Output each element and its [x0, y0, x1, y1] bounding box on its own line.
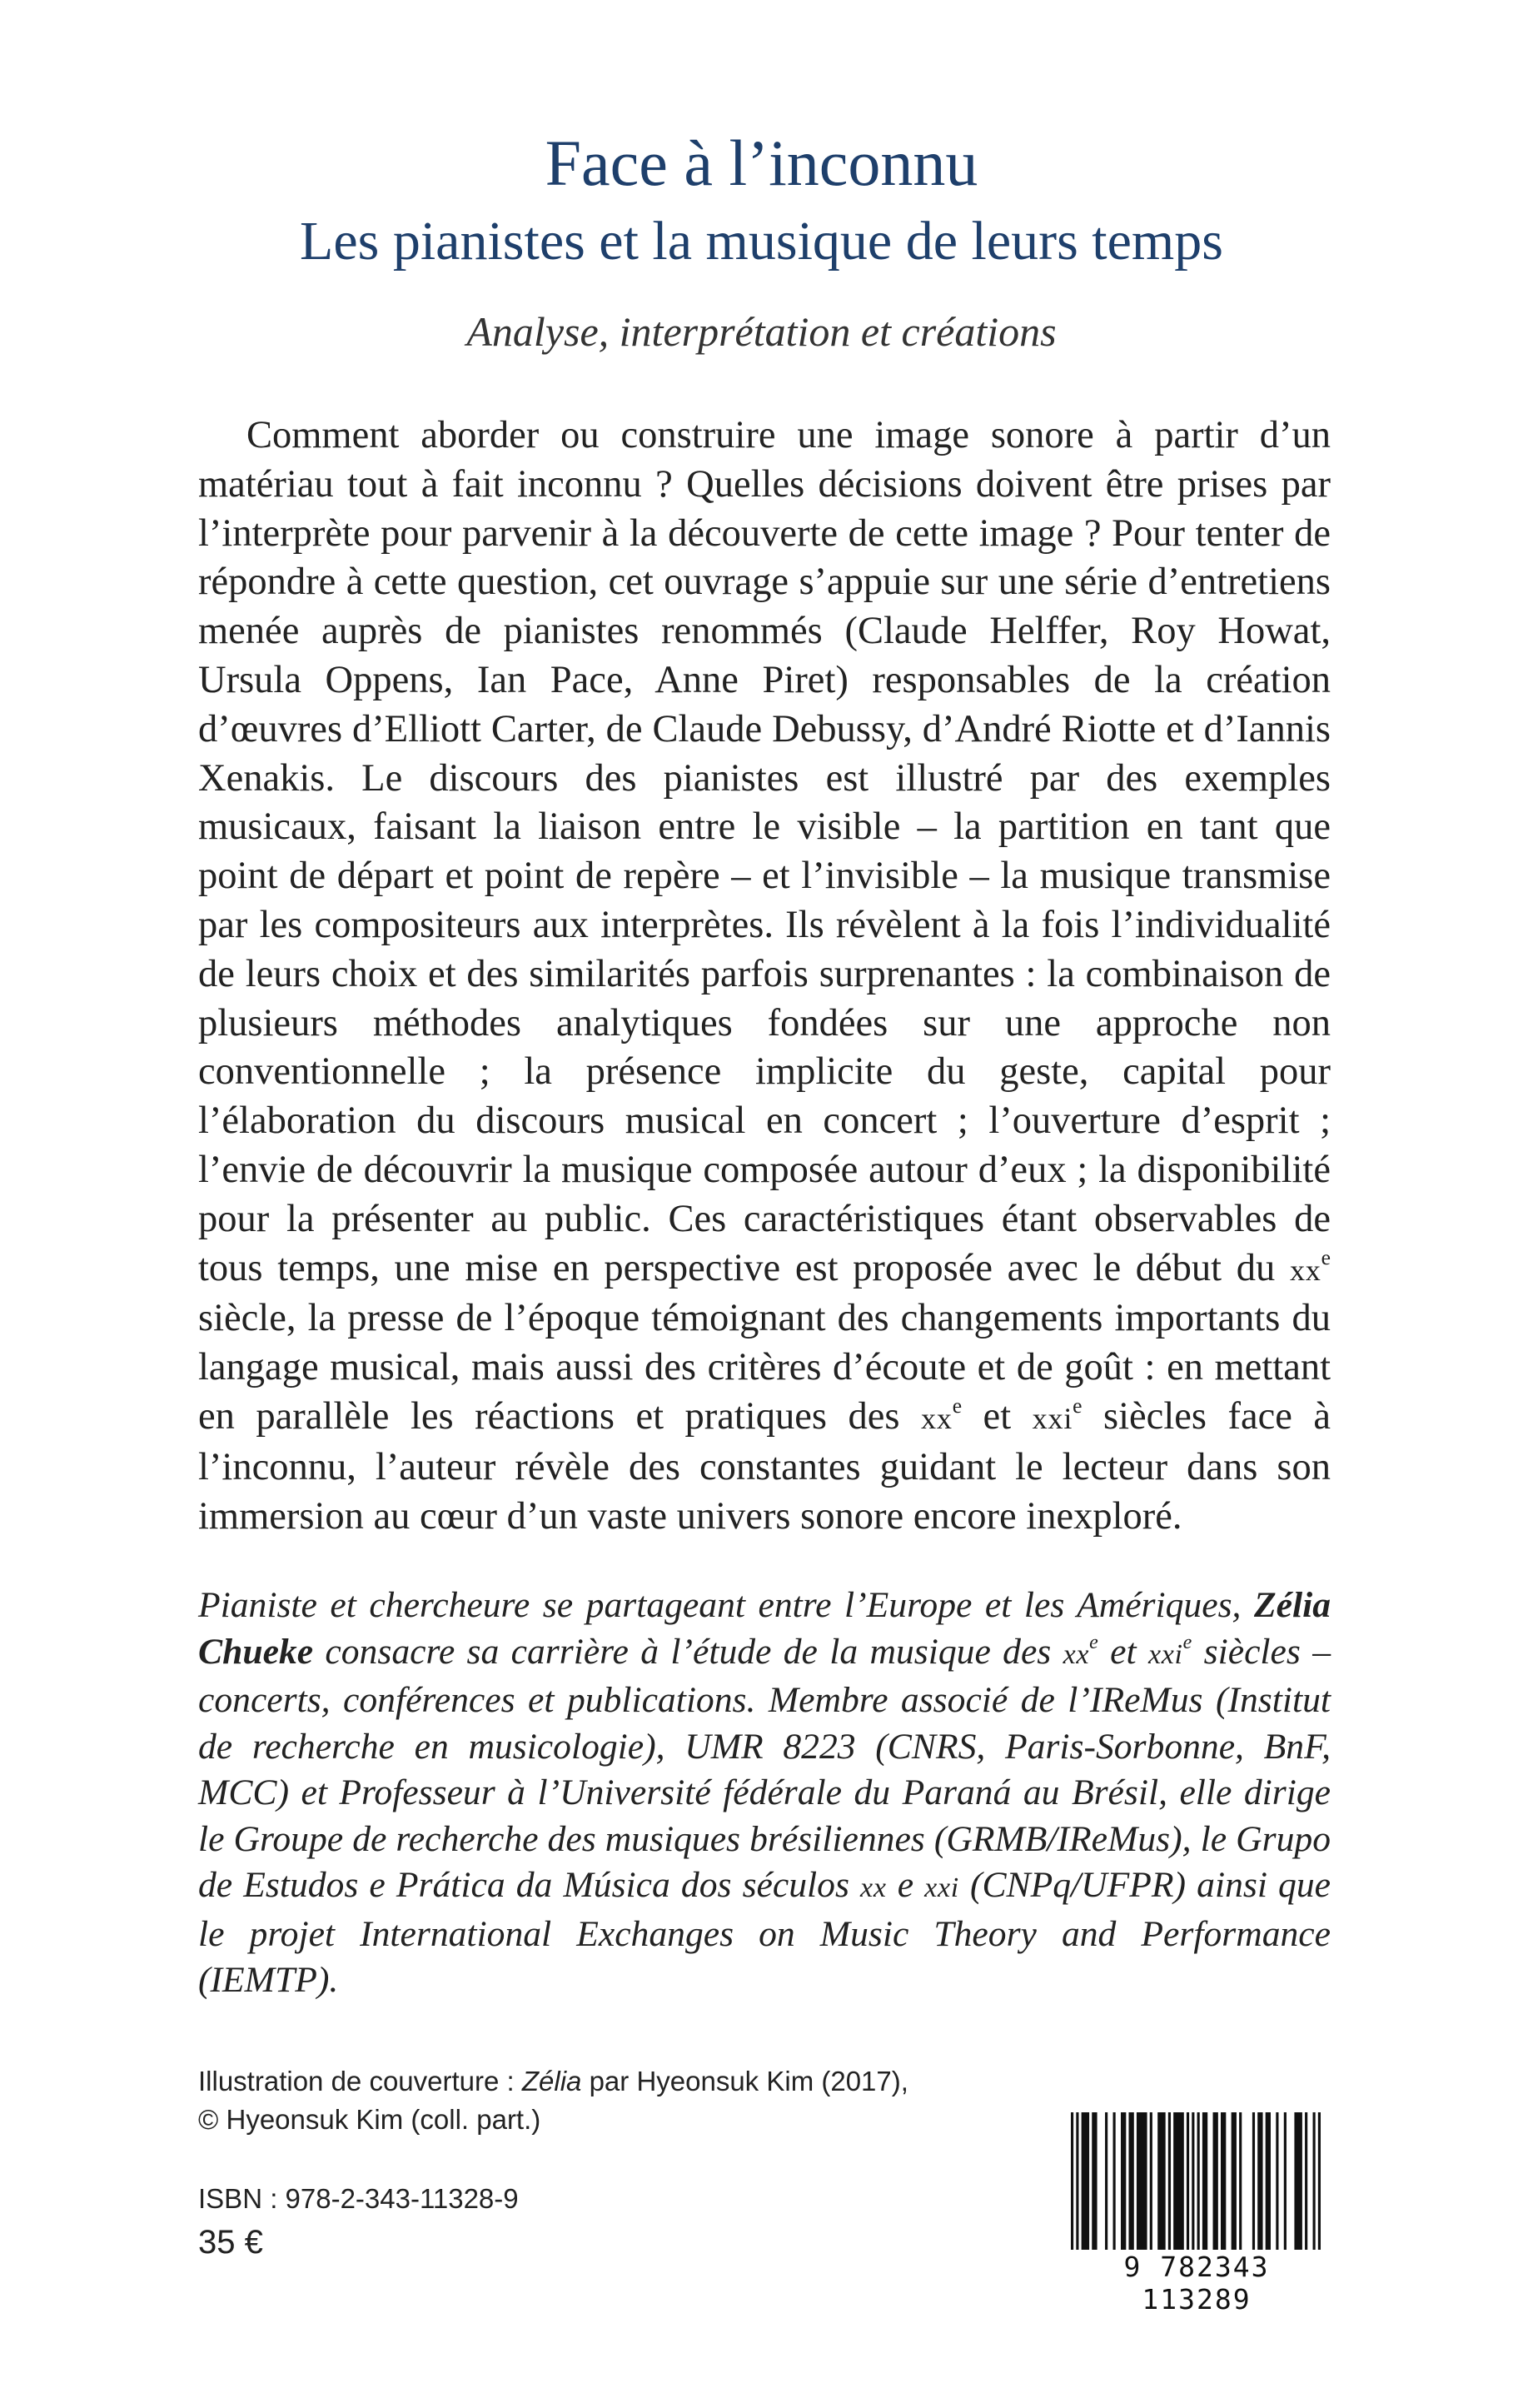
barcode-bar-28	[1313, 2112, 1316, 2250]
barcode-bar-5	[1113, 2112, 1116, 2250]
barcode-bar-10	[1157, 2112, 1165, 2250]
blurb-century-20: xx	[1289, 1253, 1321, 1287]
bio-part-3: siècles – concerts, conférences et publications. Membre associé de l’IReMus (Institut de recherche en musicologie), UMR 8223 (CNRS, Paris-Sorbonne, BnF, MCC) et Professeur à l’Université fédérale du Paraná au Brésil, elle dirige le Groupe de recherche des musiques brésiliennes (GRMB/IReMus), le Grupo de Estudos e Prática da Música dos séculos	[198, 1631, 1331, 1905]
bio-century-20-suffix: e	[1089, 1631, 1098, 1653]
barcode-bar-9	[1150, 2112, 1152, 2250]
blurb-century-21-suffix: e	[1073, 1393, 1083, 1418]
blurb-century-21: xxi	[1032, 1401, 1073, 1435]
blurb-century-20-suffix: e	[1321, 1244, 1331, 1269]
barcode-bar-25	[1284, 2112, 1287, 2250]
barcode-bar-14	[1192, 2112, 1194, 2250]
bio-part-2: consacre sa carrière à l’étude de la musique des	[313, 1631, 1063, 1672]
barcode-bar-11	[1168, 2112, 1171, 2250]
barcode-bar-17	[1213, 2112, 1218, 2250]
bio-part-4: (CNPq/UFPR) ainsi que le projet International Exchanges on Music Theory and Performance (IEMTP).	[198, 1865, 1331, 2000]
barcode-bar-20	[1239, 2112, 1242, 2250]
price: 35 €	[198, 2224, 263, 2261]
bio-and: et	[1097, 1631, 1148, 1672]
barcode-bar-21	[1252, 2112, 1255, 2250]
barcode-bar-27	[1305, 2112, 1307, 2250]
blurb-century-20-again-suffix: e	[952, 1393, 963, 1418]
book-title: Face à l’inconnu	[545, 127, 978, 199]
barcode-digits: 9 782343 113289	[1123, 2251, 1270, 2316]
barcode-bars	[1071, 2112, 1321, 2250]
barcode-bar-12	[1173, 2112, 1184, 2250]
blurb-part-2: siècle, la presse de l’époque témoignant des changements importants du langage musical, mais aussi des critères d’écoute et de goût : en mettant en parallèle les réactions et pratiques des	[198, 1297, 1331, 1438]
book-subtitle: Les pianistes et la musique de leurs temps	[300, 211, 1223, 272]
barcode-bar-29	[1318, 2112, 1321, 2250]
isbn: ISBN : 978-2-343-11328-9	[198, 2183, 519, 2214]
barcode-bar-7	[1128, 2112, 1133, 2250]
credits-suffix: par Hyeonsuk Kim (2017),	[581, 2066, 908, 2096]
barcode-bar-26	[1294, 2112, 1302, 2250]
bio-century-21-suffix: e	[1182, 1631, 1192, 1653]
bio-century-20-b: xx	[860, 1872, 887, 1903]
barcode-bar-13	[1187, 2112, 1189, 2250]
barcode-bar-1	[1076, 2112, 1078, 2250]
bio-part-1: Pianiste et chercheure se partageant entre l’Europe et les Amériques,	[198, 1585, 1242, 1625]
barcode-bar-23	[1266, 2112, 1271, 2250]
barcode-bar-22	[1257, 2112, 1262, 2250]
barcode-bar-8	[1137, 2112, 1147, 2250]
barcode-bar-16	[1202, 2112, 1207, 2250]
bio-e-word: e	[886, 1865, 925, 1905]
barcode-bar-24	[1276, 2112, 1278, 2250]
barcode-bar-3	[1092, 2112, 1097, 2250]
barcode-bar-6	[1121, 2112, 1126, 2250]
book-tagline: Analyse, interprétation et créations	[466, 308, 1057, 355]
barcode	[1063, 2107, 1331, 2316]
author-bio	[198, 1583, 1331, 2004]
bio-century-20: xx	[1063, 1638, 1090, 1670]
blurb-century-20-again: xx	[920, 1401, 953, 1435]
blurb-and: et	[962, 1394, 1033, 1438]
cover-credits	[198, 2062, 1031, 2139]
credits-artwork: Zélia	[521, 2066, 582, 2096]
barcode-bar-2	[1082, 2112, 1089, 2250]
barcode-bar-19	[1232, 2112, 1237, 2250]
barcode-bar-18	[1221, 2112, 1226, 2250]
book-blurb	[198, 411, 1331, 1541]
credits-prefix: Illustration de couverture :	[198, 2066, 522, 2096]
barcode-bar-4	[1105, 2112, 1107, 2250]
credits-line-1	[198, 2062, 1031, 2101]
bio-century-21-b: xxi	[924, 1872, 959, 1903]
blurb-part-1: Comment aborder ou construire une image sonore à partir d’un matériau tout à fait inconnu ? Quelles décisions doivent être prises par l’interprète pour parvenir à la découverte de cette image ? Pour tenter de répondre à cette question, cet ouvrage s’appuie sur une série d’entretiens menée auprès de pianistes renommés (Claude Helffer, Roy Howat, Ursula Oppens, Ian Pace, Anne Piret) responsables de la création d’œuvres d’Elliott Carter, de Claude Debussy, d’André Riotte et d’Iannis Xenakis. Le discours des pianistes est illustré par des exemples musicaux, faisant la liaison entre le visible – la partition en tant que point de départ et point de repère – et l’invisible – la musique transmise par les compositeurs aux interprètes. Ils révèlent à la fois l’individualité de leurs choix et des similarités parfois surprenantes : la combinaison de plusieurs méthodes analytiques fondées sur une approche non conventionnelle ; la présence implicite du geste, capital pour l’élaboration du discours musical en concert ; l’ouverture d’esprit ; l’envie de découvrir la musique composée autour d’eux ; la disponibilité pour la présenter au public. Ces caractéristiques étant observables de tous temps, une mise en perspective est proposée avec le début du	[198, 414, 1331, 1289]
barcode-bar-0	[1071, 2112, 1073, 2250]
credits-copyright: © Hyeonsuk Kim (coll. part.)	[198, 2104, 541, 2135]
barcode-bar-15	[1197, 2112, 1200, 2250]
blurb-part-3: siècles face à l’inconnu, l’auteur révèle des constantes guidant le lecteur dans son immersion au cœur d’un vaste univers sonore encore inexploré.	[198, 1394, 1331, 1538]
bio-century-21: xxi	[1147, 1638, 1183, 1670]
author-name: Zélia Chueke	[198, 1585, 1331, 1672]
